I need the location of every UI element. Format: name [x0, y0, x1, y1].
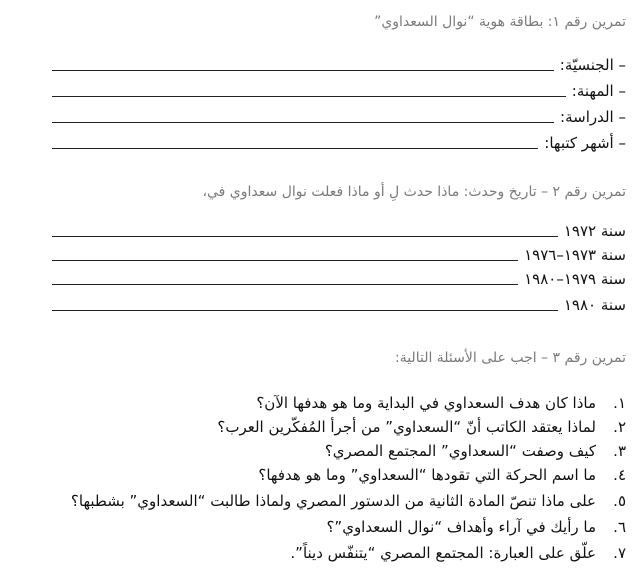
exercise1-field-education [52, 106, 626, 126]
question-text: لماذا يعتقد الكاتب أنّ “السعداوي” من أجرأ المُفكّرين العرب؟ [217, 418, 596, 436]
question-text: ما اسم الحركة التي تقودها “السعداوي” وما هو هدفها؟ [258, 466, 596, 484]
question-number: ٣. [613, 442, 626, 460]
exercise1-heading: تمرين رقم ١: بطاقة هوية “نوال السعداوي” [374, 14, 626, 30]
question-number: ٥. [613, 492, 626, 510]
answer-blank[interactable] [52, 283, 518, 285]
question-text: علّق على العبارة: المجتمع المصري “يتنفّس ديناً”. [290, 544, 596, 562]
exercise1-field-books [52, 132, 626, 152]
year-label: سنة ١٩٨٠ [563, 296, 626, 314]
field-label: – الدراسة: [560, 108, 626, 126]
question-number: ٧. [613, 544, 626, 562]
year-label: سنة ١٩٧٢ [563, 222, 626, 240]
field-label: – الجنسيّة: [559, 56, 626, 74]
field-label: – أشهر كتبها: [544, 134, 626, 152]
question-item [14, 416, 626, 438]
exercise2-row-1973-1976 [52, 244, 626, 264]
year-label: سنة ١٩٧٣–١٩٧٦ [524, 246, 626, 264]
exercise2-heading: تمرين رقم ٢ – تاريخ وحدث: ماذا حدث لِ أو ماذا فعلت نوال سعداوي في، [202, 184, 626, 200]
exercise1-field-nationality [52, 54, 626, 74]
question-item [14, 440, 626, 462]
question-number: ١. [613, 394, 626, 412]
question-text: ما رأيك في آراء وأهداف “نوال السعداوي”؟ [326, 518, 596, 536]
answer-blank[interactable] [52, 147, 538, 149]
question-number: ٤. [613, 466, 626, 484]
exercise2-row-1979-1980 [52, 268, 626, 288]
year-label: سنة ١٩٧٩–١٩٨٠ [524, 270, 626, 288]
exercise2-row-1972 [52, 220, 626, 240]
field-label: – المهنة: [571, 82, 626, 100]
answer-blank[interactable] [52, 259, 518, 261]
question-item [14, 464, 626, 486]
question-item [14, 542, 626, 564]
question-item [14, 490, 626, 512]
answer-blank[interactable] [52, 69, 554, 71]
answer-blank[interactable] [52, 309, 558, 311]
answer-blank[interactable] [52, 95, 566, 97]
question-text: على ماذا تنصّ المادة الثانية من الدستور المصري ولماذا طالبت “السعداوي” بشطبها؟ [70, 492, 596, 510]
exercise3-heading: تمرين رقم ٣ – اجب على الأسئلة التالية: [394, 350, 626, 366]
answer-blank[interactable] [52, 235, 558, 237]
question-text: كيف وصفت “السعداوي” المجتمع المصري؟ [324, 442, 596, 460]
exercise2-row-1980 [52, 294, 626, 314]
question-item [14, 392, 626, 414]
answer-blank[interactable] [52, 121, 554, 123]
question-number: ٢. [613, 418, 626, 436]
exercise1-field-profession [52, 80, 626, 100]
question-item [14, 516, 626, 538]
question-number: ٦. [613, 518, 626, 536]
question-text: ماذا كان هدف السعداوي في البداية وما هو هدفها الآن؟ [256, 394, 596, 412]
